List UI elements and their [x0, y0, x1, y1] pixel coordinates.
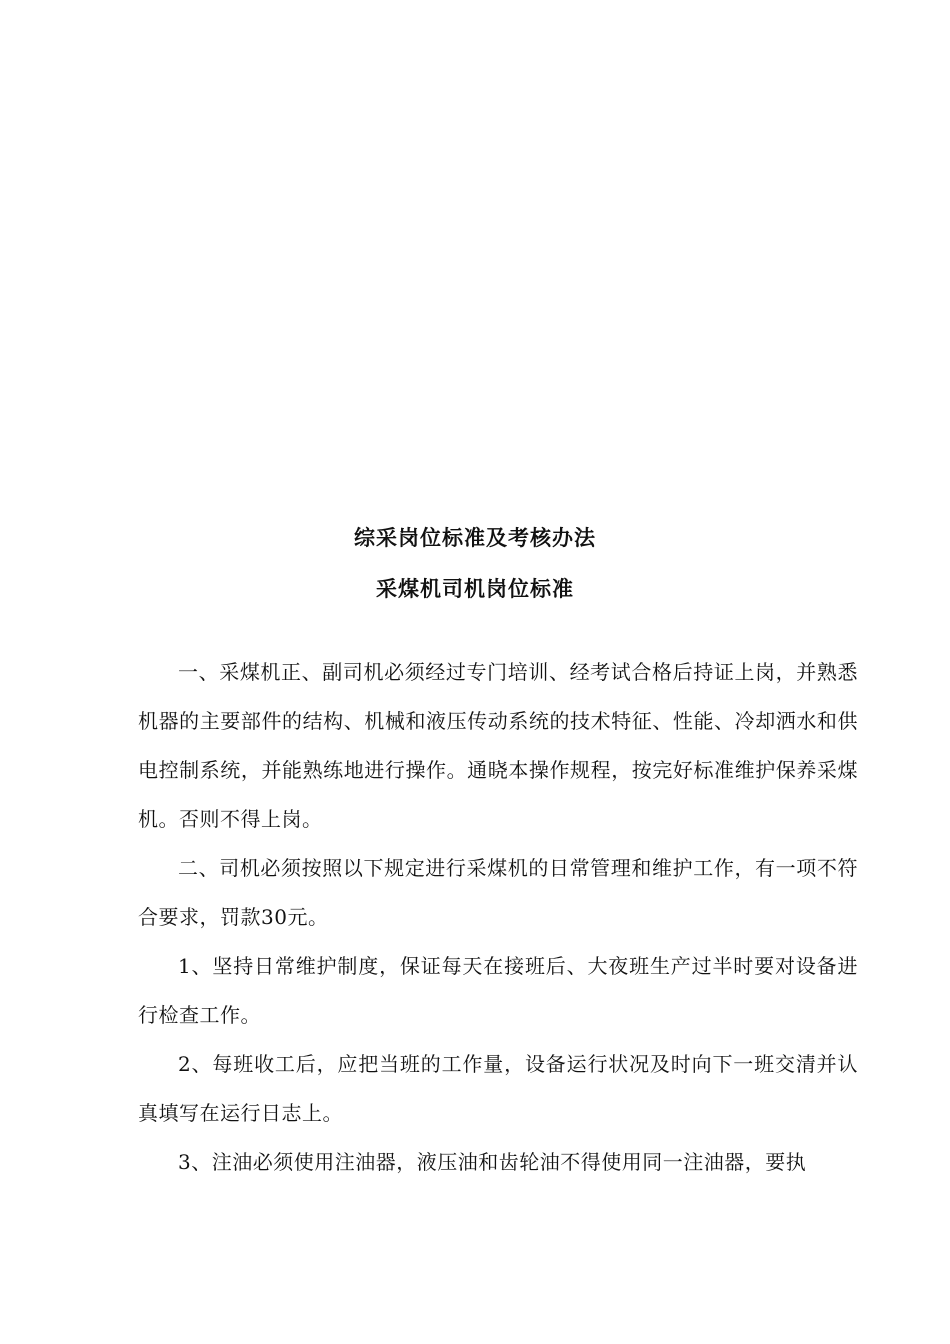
paragraph-1: 一、采煤机正、副司机必须经过专门培训、经考试合格后持证上岗，并熟悉机器的主要部件的结构、机械和液压传动系统的技术特征、性能、冷却洒水和供电控制系统，并能熟练地进行操作。通晓本操作规程，按完好标准维护保养采煤机。否则不得上岗。 — [138, 660, 858, 831]
paragraph-3: 1、坚持日常维护制度，保证每天在接班后、大夜班生产过半时要对设备进行检查工作。 — [138, 954, 858, 1027]
paragraph-2: 二、司机必须按照以下规定进行采煤机的日常管理和维护工作，有一项不符合要求，罚款30元。 — [138, 856, 858, 929]
paragraph-5: 3、注油必须使用注油器，液压油和齿轮油不得使用同一注油器，要执 — [178, 1150, 807, 1174]
document-subtitle: 采煤机司机岗位标准 — [376, 576, 574, 601]
document-body — [138, 648, 858, 1187]
paragraph-4: 2、每班收工后，应把当班的工作量，设备运行状况及时向下一班交清并认真填写在运行日志上。 — [138, 1052, 858, 1125]
document-title: 综采岗位标准及考核办法 — [354, 525, 596, 550]
